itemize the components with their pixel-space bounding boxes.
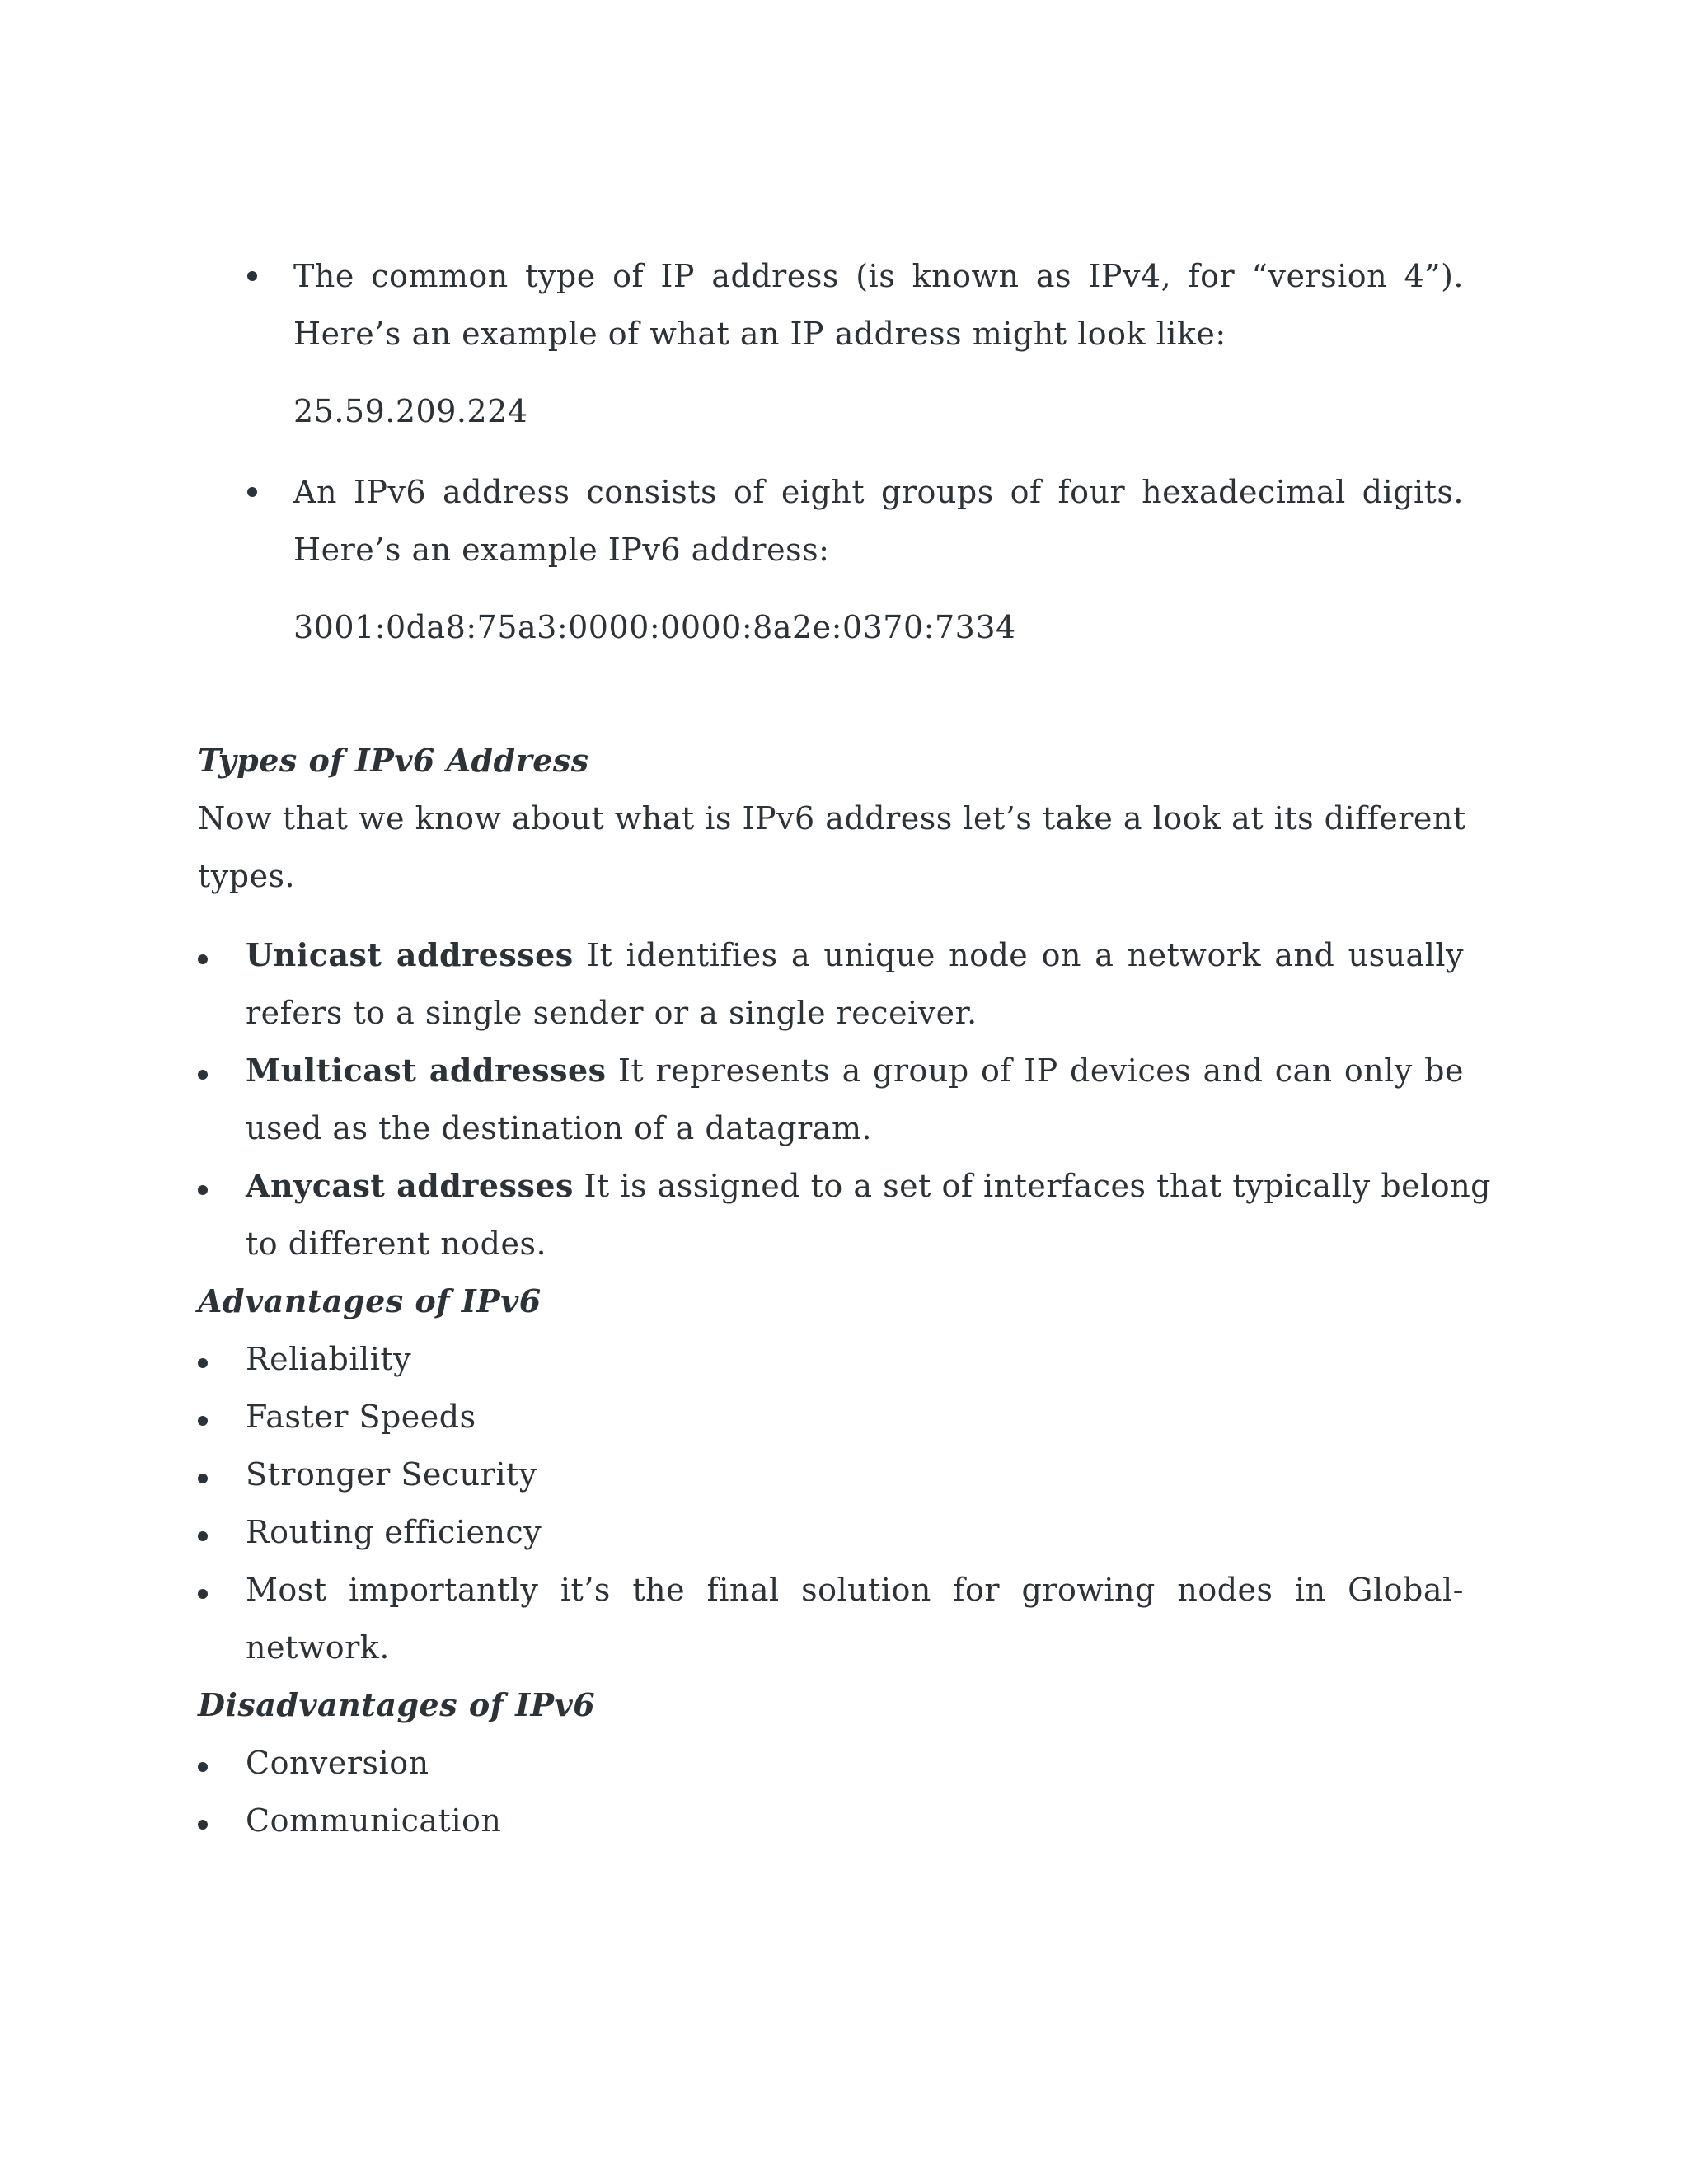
advantage-item: Stronger Security xyxy=(246,1456,537,1493)
anycast-term: Anycast addresses xyxy=(246,1167,574,1204)
bullet-dot xyxy=(247,487,257,497)
bullet-dot xyxy=(198,1474,208,1483)
types-intro-line-1: Now that we know about what is IPv6 address let’s take a look at its different xyxy=(198,800,1466,837)
ipv6-description-line-1: An IPv6 address consists of eight groups of four hexadecimal digits. xyxy=(293,474,1464,510)
bullet-dot xyxy=(198,1416,208,1426)
bullet-dot xyxy=(198,1185,208,1195)
disadvantages-heading: Disadvantages of IPv6 xyxy=(198,1686,596,1723)
bullet-dot xyxy=(198,1358,208,1368)
multicast-description: It represents a group of IP devices and can only be xyxy=(617,1052,1464,1089)
multicast-item-line-2: used as the destination of a datagram. xyxy=(246,1110,873,1146)
anycast-item-line-2: to different nodes. xyxy=(246,1226,547,1262)
unicast-item-line-1 xyxy=(246,935,1464,976)
advantage-item: Reliability xyxy=(246,1341,412,1377)
bullet-dot xyxy=(198,1762,208,1772)
bullet-dot xyxy=(198,1531,208,1541)
unicast-description: It identifies a unique node on a network and usually xyxy=(587,937,1464,973)
advantage-item: Routing efficiency xyxy=(246,1514,542,1550)
ipv4-example-address: 25.59.209.224 xyxy=(293,393,528,429)
ipv4-description-line-2: Here’s an example of what an IP address might look like: xyxy=(293,316,1226,352)
disadvantage-item: Conversion xyxy=(246,1745,429,1781)
bullet-dot xyxy=(247,271,257,281)
advantage-item-last-line-1: Most importantly it’s the final solution for growing nodes in Global- xyxy=(246,1572,1464,1608)
advantages-heading: Advantages of IPv6 xyxy=(198,1282,542,1319)
anycast-description: It is assigned to a set of interfaces that typically belong xyxy=(584,1168,1491,1204)
bullet-dot xyxy=(198,954,208,964)
unicast-item-line-2: refers to a single sender or a single receiver. xyxy=(246,995,978,1031)
disadvantage-item: Communication xyxy=(246,1802,502,1839)
unicast-term: Unicast addresses xyxy=(246,936,574,973)
ipv4-description-line-1: The common type of IP address (is known as IPv4, for “version 4”). xyxy=(293,258,1464,294)
multicast-item-line-1 xyxy=(246,1050,1464,1091)
bullet-dot xyxy=(198,1820,208,1830)
ipv6-example-address: 3001:0da8:75a3:0000:0000:8a2e:0370:7334 xyxy=(293,609,1016,645)
ipv6-description-line-2: Here’s an example IPv6 address: xyxy=(293,532,830,568)
bullet-dot xyxy=(198,1070,208,1080)
advantage-item-last-line-2: network. xyxy=(246,1629,390,1666)
anycast-item-line-1 xyxy=(246,1165,1491,1207)
types-heading: Types of IPv6 Address xyxy=(198,742,589,779)
multicast-term: Multicast addresses xyxy=(246,1052,607,1089)
types-intro-line-2: types. xyxy=(198,858,296,894)
advantage-item: Faster Speeds xyxy=(246,1399,476,1435)
bullet-dot xyxy=(198,1589,208,1599)
